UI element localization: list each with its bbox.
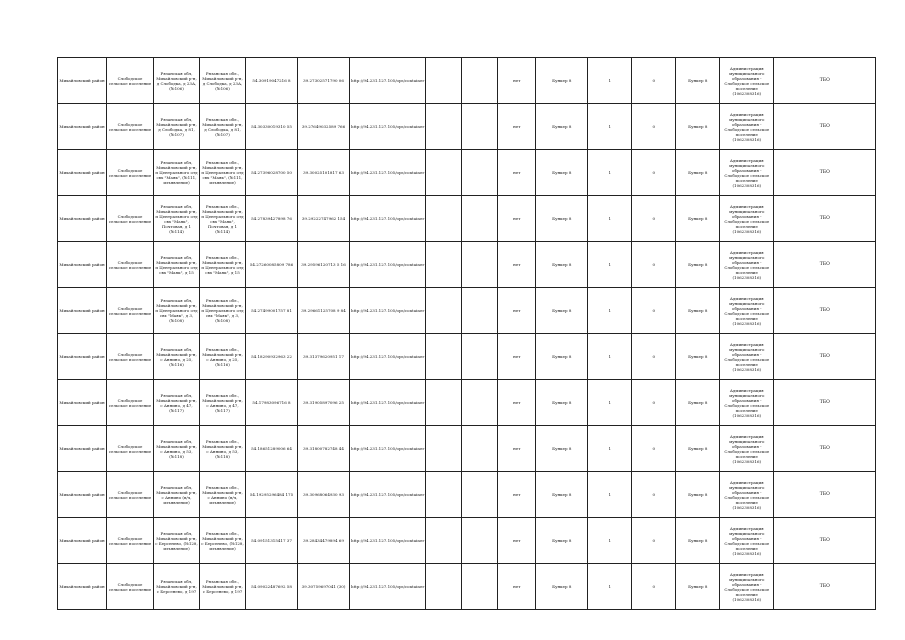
container-type-2-cell: Бункер 8 xyxy=(676,518,720,564)
location-address-cell: Рязанская обл, Михайловский р-н, п Центрального отд свх "Маяк", д 3, (№108) xyxy=(154,288,200,334)
location-address-cell: Рязанская обл, Михайловский р-н, с Берсенево, д 197 xyxy=(154,564,200,610)
longitude-cell: 39.30968064930 93 xyxy=(298,472,350,518)
table-row xyxy=(58,518,876,564)
container-type-2-cell: Бункер 8 xyxy=(676,242,720,288)
longitude-cell: 39.28434479894 69 xyxy=(298,518,350,564)
district-cell: Михайловский район xyxy=(58,288,107,334)
container-type-2-cell: Бункер 8 xyxy=(676,288,720,334)
longitude-cell: 39.31800782748 44 xyxy=(298,426,350,472)
link-cell: http://94.231.127.105/ops/container xyxy=(350,426,426,472)
location-address-cell: Рязанская обл, Михайловский р-н, д Слободка, д 81, (№107) xyxy=(154,104,200,150)
location-address-cell: Рязанская обл, Михайловский р-н, с Берсенево, (№128, изъявление) xyxy=(154,518,200,564)
district-cell: Михайловский район xyxy=(58,426,107,472)
latitude-cell: 54.30919047216 8 xyxy=(246,58,298,104)
owner-cell: Администрация муниципального образования - Слободское сельское поселение (1062308316) xyxy=(720,150,774,196)
settlement-cell: Слободское сельское поселение xyxy=(107,472,154,518)
blank-cell-2 xyxy=(462,242,498,288)
site-address-cell: Рязанская обл., Михайловский р-н, с Аннино, д 25, (№116) xyxy=(200,334,246,380)
link-cell: http://94.231.127.105/ops/container xyxy=(350,288,426,334)
blank-cell-1 xyxy=(426,334,462,380)
waste-type-cell: ТБО xyxy=(774,104,876,150)
site-address-cell: Рязанская обл., Михайловский р-н, с Аннино (в/ч, изъявление) xyxy=(200,472,246,518)
longitude-cell: 39.27302571790 06 xyxy=(298,58,350,104)
owner-cell: Администрация муниципального образования - Слободское сельское поселение (1062308316) xyxy=(720,196,774,242)
owner-cell: Администрация муниципального образования - Слободское сельское поселение (1062308316) xyxy=(720,472,774,518)
location-address-cell: Рязанская обл, Михайловский р-н, с Аннино, д 53, (№118) xyxy=(154,426,200,472)
blank-cell-2 xyxy=(462,380,498,426)
owner-cell: Администрация муниципального образования - Слободское сельское поселение (1062308316) xyxy=(720,426,774,472)
container-type-cell: Бункер 8 xyxy=(536,564,588,610)
district-cell: Михайловский район xyxy=(58,150,107,196)
container-count-cell: 1 xyxy=(588,104,632,150)
container-type-2-cell: Бункер 8 xyxy=(676,472,720,518)
link-cell: http://94.231.127.105/ops/container xyxy=(350,380,426,426)
owner-cell: Администрация муниципального образования - Слободское сельское поселение (1062308316) xyxy=(720,518,774,564)
blank-cell-2 xyxy=(462,564,498,610)
waste-type-cell: ТБО xyxy=(774,472,876,518)
settlement-cell: Слободское сельское поселение xyxy=(107,104,154,150)
container-type-2-cell: Бункер 8 xyxy=(676,104,720,150)
waste-type-cell: ТБО xyxy=(774,334,876,380)
waste-type-cell: ТБО xyxy=(774,58,876,104)
container-type-cell: Бункер 8 xyxy=(536,104,588,150)
location-address-cell: Рязанская обл, Михайловский р-н, с Аннино (в/ч, изъявление) xyxy=(154,472,200,518)
latitude-cell: 54.27839427898 76 xyxy=(246,196,298,242)
site-address-cell: Рязанская обл., Михайловский р-н, с Аннино, д 53, (№118) xyxy=(200,426,246,472)
longitude-cell: 39.31905897096 25 xyxy=(298,380,350,426)
owner-cell: Администрация муниципального образования - Слободское сельское поселение (1062308316) xyxy=(720,334,774,380)
settlement-cell: Слободское сельское поселение xyxy=(107,426,154,472)
container-count-cell: 1 xyxy=(588,426,632,472)
blank-cell-1 xyxy=(426,564,462,610)
waste-type-cell: ТБО xyxy=(774,518,876,564)
covering-cell: нет xyxy=(498,242,536,288)
longitude-cell: 39.30025101817 63 xyxy=(298,150,350,196)
container-zero-cell: 0 xyxy=(632,242,676,288)
latitude-cell: 54.09151315417 37 xyxy=(246,518,298,564)
latitude-cell: 54.09022487692 58 xyxy=(246,564,298,610)
container-zero-cell: 0 xyxy=(632,472,676,518)
container-count-cell: 1 xyxy=(588,334,632,380)
container-count-cell: 1 xyxy=(588,472,632,518)
site-address-cell: Рязанская обл., Михайловский р-н, п Центрального отд свх "Маяк", Почтовая, д 1 (№114) xyxy=(200,196,246,242)
location-address-cell: Рязанская обл, Михайловский р-н, с Аннино, д 25, (№116) xyxy=(154,334,200,380)
site-address-cell: Рязанская обл., Михайловский р-н, д Слободка, д 81, (№107) xyxy=(200,104,246,150)
blank-cell-2 xyxy=(462,196,498,242)
covering-cell: нет xyxy=(498,426,536,472)
table-row xyxy=(58,426,876,472)
blank-cell-1 xyxy=(426,58,462,104)
settlement-cell: Слободское сельское поселение xyxy=(107,564,154,610)
container-count-cell: 1 xyxy=(588,242,632,288)
container-type-2-cell: Бункер 8 xyxy=(676,380,720,426)
link-cell: http://94.231.127.105/ops/container xyxy=(350,196,426,242)
link-cell: http://94.231.127.105/ops/container xyxy=(350,58,426,104)
location-address-cell: Рязанская обл, Михайловский р-н, п Центрального отд свх "Маяк", Почтовая, д 1 (№114) xyxy=(154,196,200,242)
container-zero-cell: 0 xyxy=(632,58,676,104)
location-address-cell: Рязанская обл, Михайловский р-н, д Слободка, д 23А, (№106) xyxy=(154,58,200,104)
blank-cell-1 xyxy=(426,518,462,564)
location-address-cell: Рязанская обл, Михайловский р-н, п Центрального отд свх "Маяк", д 15 xyxy=(154,242,200,288)
table-row xyxy=(58,196,876,242)
container-count-cell: 1 xyxy=(588,518,632,564)
district-cell: Михайловский район xyxy=(58,472,107,518)
blank-cell-1 xyxy=(426,288,462,334)
container-zero-cell: 0 xyxy=(632,104,676,150)
settlement-cell: Слободское сельское поселение xyxy=(107,58,154,104)
latitude-cell: 54.19295296484 175 xyxy=(246,472,298,518)
blank-cell-2 xyxy=(462,58,498,104)
waste-type-cell: ТБО xyxy=(774,426,876,472)
container-type-cell: Бункер 8 xyxy=(536,334,588,380)
covering-cell: нет xyxy=(498,518,536,564)
link-cell: http://94.231.127.105/ops/container xyxy=(350,104,426,150)
blank-cell-2 xyxy=(462,104,498,150)
container-zero-cell: 0 xyxy=(632,518,676,564)
container-count-cell: 1 xyxy=(588,564,632,610)
covering-cell: нет xyxy=(498,104,536,150)
blank-cell-1 xyxy=(426,104,462,150)
blank-cell-1 xyxy=(426,380,462,426)
blank-cell-2 xyxy=(462,334,498,380)
covering-cell: нет xyxy=(498,288,536,334)
table-row xyxy=(58,58,876,104)
container-type-cell: Бункер 8 xyxy=(536,242,588,288)
blank-cell-2 xyxy=(462,288,498,334)
district-cell: Михайловский район xyxy=(58,242,107,288)
container-count-cell: 1 xyxy=(588,150,632,196)
container-zero-cell: 0 xyxy=(632,380,676,426)
settlement-cell: Слободское сельское поселение xyxy=(107,242,154,288)
owner-cell: Администрация муниципального образования - Слободское сельское поселение (1062308316) xyxy=(720,242,774,288)
blank-cell-1 xyxy=(426,196,462,242)
blank-cell-1 xyxy=(426,242,462,288)
district-cell: Михайловский район xyxy=(58,380,107,426)
site-address-cell: Рязанская обл., Михайловский р-н, п Центрального отд свх "Маяк", д 15 xyxy=(200,242,246,288)
owner-cell: Администрация муниципального образования - Слободское сельское поселение (1062308316) xyxy=(720,564,774,610)
blank-cell-2 xyxy=(462,518,498,564)
site-address-cell: Рязанская обл., Михайловский р-н, с Аннино, д 47, (№117) xyxy=(200,380,246,426)
container-type-cell: Бункер 8 xyxy=(536,426,588,472)
longitude-cell: 39.29596120713 5 16 xyxy=(298,242,350,288)
table-row xyxy=(58,104,876,150)
district-cell: Михайловский район xyxy=(58,334,107,380)
container-count-cell: 1 xyxy=(588,288,632,334)
settlement-cell: Слободское сельское поселение xyxy=(107,334,154,380)
waste-sites-table xyxy=(57,57,876,610)
settlement-cell: Слободское сельское поселение xyxy=(107,288,154,334)
table-row xyxy=(58,288,876,334)
container-count-cell: 1 xyxy=(588,380,632,426)
container-type-cell: Бункер 8 xyxy=(536,196,588,242)
district-cell: Михайловский район xyxy=(58,58,107,104)
location-address-cell: Рязанская обл, Михайловский р-н, п Центрального отд свх "Маяк", (№111, изъявление) xyxy=(154,150,200,196)
waste-type-cell: ТБО xyxy=(774,288,876,334)
settlement-cell: Слободское сельское поселение xyxy=(107,518,154,564)
container-zero-cell: 0 xyxy=(632,426,676,472)
waste-type-cell: ТБО xyxy=(774,242,876,288)
location-address-cell: Рязанская обл, Михайловский р-н, с Аннино, д 47, (№117) xyxy=(154,380,200,426)
district-cell: Михайловский район xyxy=(58,564,107,610)
container-type-cell: Бункер 8 xyxy=(536,288,588,334)
container-count-cell: 1 xyxy=(588,58,632,104)
blank-cell-1 xyxy=(426,150,462,196)
settlement-cell: Слободское сельское поселение xyxy=(107,196,154,242)
blank-cell-1 xyxy=(426,426,462,472)
site-address-cell: Рязанская обл., Михайловский р-н, п Центрального отд свх "Маяк", д 3, (№108) xyxy=(200,288,246,334)
settlement-cell: Слободское сельское поселение xyxy=(107,380,154,426)
covering-cell: нет xyxy=(498,150,536,196)
container-type-2-cell: Бункер 8 xyxy=(676,334,720,380)
waste-type-cell: ТБО xyxy=(774,564,876,610)
container-type-cell: Бункер 8 xyxy=(536,380,588,426)
container-type-2-cell: Бункер 8 xyxy=(676,564,720,610)
table-body xyxy=(58,58,876,610)
link-cell: http://94.231.127.105/ops/container xyxy=(350,564,426,610)
table-row xyxy=(58,564,876,610)
container-zero-cell: 0 xyxy=(632,288,676,334)
container-type-cell: Бункер 8 xyxy=(536,58,588,104)
longitude-cell: 39.27649032589 766 xyxy=(298,104,350,150)
waste-type-cell: ТБО xyxy=(774,150,876,196)
latitude-cell: 54.18651289006 64 xyxy=(246,426,298,472)
waste-type-cell: ТБО xyxy=(774,380,876,426)
longitude-cell: 39.30759697041 (30) xyxy=(298,564,350,610)
district-cell: Михайловский район xyxy=(58,518,107,564)
latitude-cell: 54.27499001757 81 xyxy=(246,288,298,334)
table-row xyxy=(58,380,876,426)
blank-cell-2 xyxy=(462,426,498,472)
covering-cell: нет xyxy=(498,380,536,426)
link-cell: http://94.231.127.105/ops/container xyxy=(350,150,426,196)
container-type-2-cell: Бункер 8 xyxy=(676,196,720,242)
container-zero-cell: 0 xyxy=(632,150,676,196)
container-type-2-cell: Бункер 8 xyxy=(676,426,720,472)
container-type-cell: Бункер 8 xyxy=(536,150,588,196)
owner-cell: Администрация муниципального образования - Слободское сельское поселение (1062308316) xyxy=(720,380,774,426)
covering-cell: нет xyxy=(498,334,536,380)
owner-cell: Администрация муниципального образования - Слободское сельское поселение (1062308316) xyxy=(720,104,774,150)
covering-cell: нет xyxy=(498,196,536,242)
longitude-cell: 39.29222747962 154 xyxy=(298,196,350,242)
container-zero-cell: 0 xyxy=(632,564,676,610)
container-type-cell: Бункер 8 xyxy=(536,518,588,564)
site-address-cell: Рязанская обл., Михайловский р-н, д Слободка, д 23А, (№106) xyxy=(200,58,246,104)
latitude-cell: 54.27396028700 50 xyxy=(246,150,298,196)
container-zero-cell: 0 xyxy=(632,334,676,380)
container-count-cell: 1 xyxy=(588,196,632,242)
owner-cell: Администрация муниципального образования - Слободское сельское поселение (1062308316) xyxy=(720,288,774,334)
blank-cell-1 xyxy=(426,472,462,518)
container-type-2-cell: Бункер 8 xyxy=(676,150,720,196)
site-address-cell: Рязанская обл., Михайловский р-н, п Центрального отд свх "Маяк", (№111, изъявление) xyxy=(200,150,246,196)
link-cell: http://94.231.127.105/ops/container xyxy=(350,518,426,564)
longitude-cell: 39.31379620951 17 xyxy=(298,334,350,380)
settlement-cell: Слободское сельское поселение xyxy=(107,150,154,196)
blank-cell-2 xyxy=(462,150,498,196)
container-zero-cell: 0 xyxy=(632,196,676,242)
latitude-cell: 54.17983096716 8 xyxy=(246,380,298,426)
district-cell: Михайловский район xyxy=(58,196,107,242)
latitude-cell: 54.30330019310 55 xyxy=(246,104,298,150)
container-type-cell: Бункер 8 xyxy=(536,472,588,518)
container-type-2-cell: Бункер 8 xyxy=(676,58,720,104)
link-cell: http://94.231.127.105/ops/container xyxy=(350,334,426,380)
longitude-cell: 39.29661125708 9 84 xyxy=(298,288,350,334)
waste-type-cell: ТБО xyxy=(774,196,876,242)
site-address-cell: Рязанская обл., Михайловский р-н, с Берсенево, д 197 xyxy=(200,564,246,610)
district-cell: Михайловский район xyxy=(58,104,107,150)
covering-cell: нет xyxy=(498,472,536,518)
link-cell: http://94.231.127.105/ops/container xyxy=(350,472,426,518)
site-address-cell: Рязанская обл., Михайловский р-н, с Берсенево, (№128, изъявление) xyxy=(200,518,246,564)
table-row xyxy=(58,334,876,380)
latitude-cell: 54.18290932963 22 xyxy=(246,334,298,380)
covering-cell: нет xyxy=(498,564,536,610)
table-row xyxy=(58,150,876,196)
table-row xyxy=(58,472,876,518)
covering-cell: нет xyxy=(498,58,536,104)
blank-cell-2 xyxy=(462,472,498,518)
table-row xyxy=(58,242,876,288)
link-cell: http://94.231.127.105/ops/container xyxy=(350,242,426,288)
owner-cell: Администрация муниципального образования - Слободское сельское поселение (1062308316) xyxy=(720,58,774,104)
latitude-cell: 54.27260085809 786 xyxy=(246,242,298,288)
